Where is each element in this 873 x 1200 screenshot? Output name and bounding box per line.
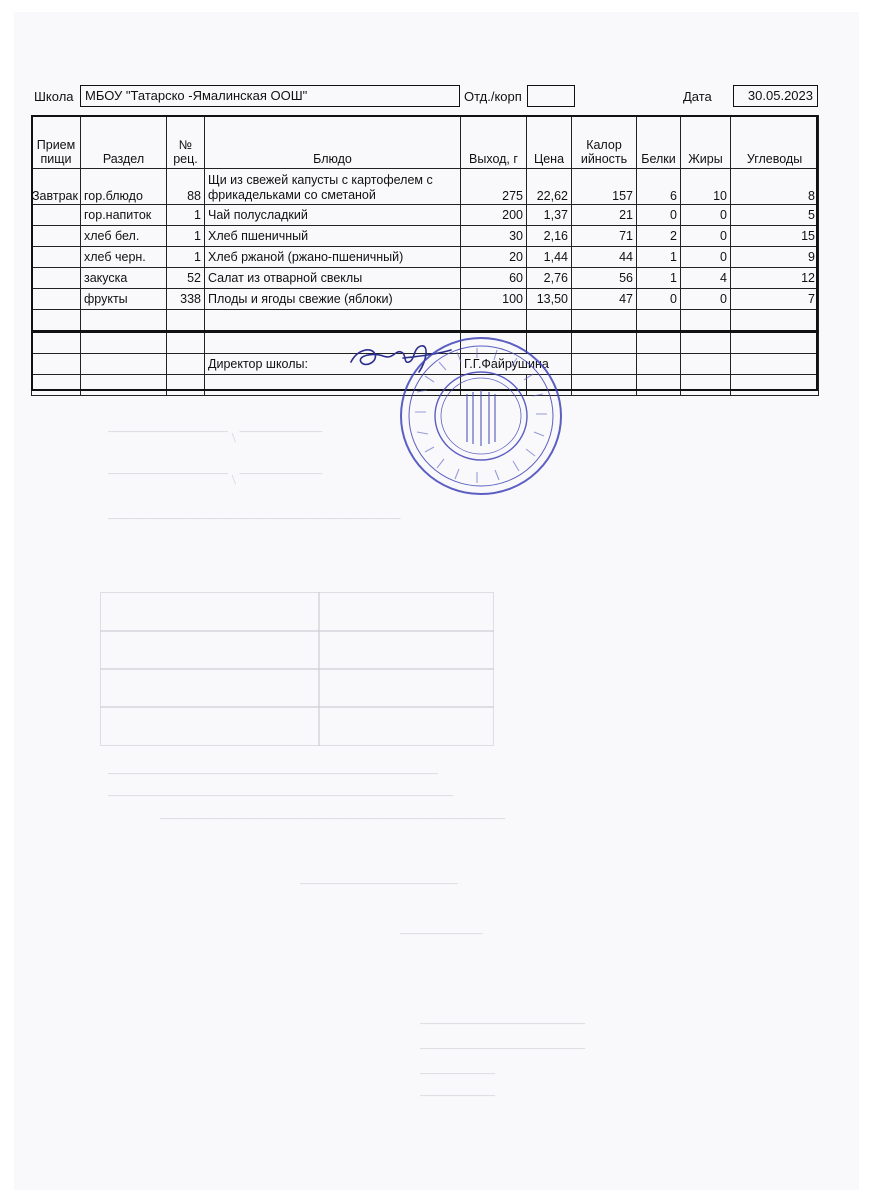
price-cell: 22,62: [527, 169, 572, 205]
section-cell: гор.напиток: [81, 205, 167, 226]
empty-row: [32, 310, 819, 332]
col-header-dish: Блюдо: [205, 116, 461, 169]
section-cell: хлеб черн.: [81, 247, 167, 268]
table-row: [32, 289, 819, 310]
col-header-recipe: № рец.: [167, 116, 205, 169]
fat-cell: 4: [681, 268, 731, 289]
director-name: Г.Г.Файрушина: [461, 354, 572, 375]
col-header-carbs: Углеводы: [731, 116, 819, 169]
date-label: Дата: [683, 89, 712, 104]
table-row: [32, 226, 819, 247]
dish-cell: Щи из свежей капусты с картофелем с фрикадельками со сметаной: [205, 169, 461, 205]
dish-cell: Хлеб пшеничный: [205, 226, 461, 247]
school-label: Школа: [34, 89, 74, 104]
recipe-cell: 52: [167, 268, 205, 289]
calories-cell: 71: [572, 226, 637, 247]
table-row: [32, 169, 819, 205]
dish-cell: Хлеб ржаной (ржано-пшеничный): [205, 247, 461, 268]
director-label: Директор школы:: [205, 354, 461, 375]
col-header-fat: Жиры: [681, 116, 731, 169]
table-header-row: [32, 116, 819, 169]
recipe-cell: 1: [167, 226, 205, 247]
calories-cell: 47: [572, 289, 637, 310]
fat-cell: 0: [681, 205, 731, 226]
meal-cell: [32, 268, 81, 289]
price-cell: 1,37: [527, 205, 572, 226]
recipe-cell: 338: [167, 289, 205, 310]
col-header-protein: Белки: [637, 116, 681, 169]
fat-cell: 10: [681, 169, 731, 205]
protein-cell: 1: [637, 268, 681, 289]
carbs-cell: 15: [731, 226, 819, 247]
meal-cell: [32, 247, 81, 268]
output-cell: 275: [461, 169, 527, 205]
price-cell: 2,76: [527, 268, 572, 289]
dept-field: [527, 85, 575, 107]
protein-cell: 0: [637, 289, 681, 310]
recipe-cell: 88: [167, 169, 205, 205]
section-cell: закуска: [81, 268, 167, 289]
calories-cell: 56: [572, 268, 637, 289]
output-cell: 200: [461, 205, 527, 226]
recipe-cell: 1: [167, 247, 205, 268]
calories-cell: 44: [572, 247, 637, 268]
output-cell: 60: [461, 268, 527, 289]
col-header-calories: Калор ийность: [572, 116, 637, 169]
output-cell: 100: [461, 289, 527, 310]
meal-cell: [32, 205, 81, 226]
table-row: [32, 268, 819, 289]
section-cell: фрукты: [81, 289, 167, 310]
calories-cell: 157: [572, 169, 637, 205]
dish-cell: Плоды и ягоды свежие (яблоки): [205, 289, 461, 310]
school-seal-stamp: [397, 332, 565, 500]
fat-cell: 0: [681, 289, 731, 310]
output-cell: 30: [461, 226, 527, 247]
carbs-cell: 12: [731, 268, 819, 289]
meal-cell: Завтрак: [32, 169, 81, 205]
dept-label: Отд./корп: [464, 89, 522, 104]
output-cell: 20: [461, 247, 527, 268]
protein-cell: 1: [637, 247, 681, 268]
table-row: [32, 205, 819, 226]
date-field: [733, 85, 818, 107]
col-header-output: Выход, г: [461, 116, 527, 169]
price-cell: 1,44: [527, 247, 572, 268]
col-header-section: Раздел: [81, 116, 167, 169]
col-header-meal: Прием пищи: [32, 116, 81, 169]
fat-cell: 0: [681, 247, 731, 268]
section-cell: гор.блюдо: [81, 169, 167, 205]
price-cell: 13,50: [527, 289, 572, 310]
carbs-cell: 5: [731, 205, 819, 226]
table-row: [32, 247, 819, 268]
recipe-cell: 1: [167, 205, 205, 226]
carbs-cell: 9: [731, 247, 819, 268]
protein-cell: 2: [637, 226, 681, 247]
fat-cell: 0: [681, 226, 731, 247]
date-value: 30.05.2023: [747, 88, 813, 103]
carbs-cell: 8: [731, 169, 819, 205]
meal-cell: [32, 226, 81, 247]
calories-cell: 21: [572, 205, 637, 226]
price-cell: 2,16: [527, 226, 572, 247]
meal-cell: [32, 289, 81, 310]
col-header-price: Цена: [527, 116, 572, 169]
carbs-cell: 7: [731, 289, 819, 310]
bleed-through: ________________ / ___________ ________________ / ___________ _______________________________________ ____________________________________________ ______________________________________________ ______________________________________________ _____________________ ___________ ______________________ ______________________ __________ __________: [100, 380, 800, 1140]
protein-cell: 0: [637, 205, 681, 226]
school-name-field: [80, 85, 460, 107]
dish-cell: Чай полусладкий: [205, 205, 461, 226]
protein-cell: 6: [637, 169, 681, 205]
school-name: МБОУ "Татарско -Ямалинская ООШ": [85, 88, 308, 103]
dish-cell: Салат из отварной свеклы: [205, 268, 461, 289]
section-cell: хлеб бел.: [81, 226, 167, 247]
